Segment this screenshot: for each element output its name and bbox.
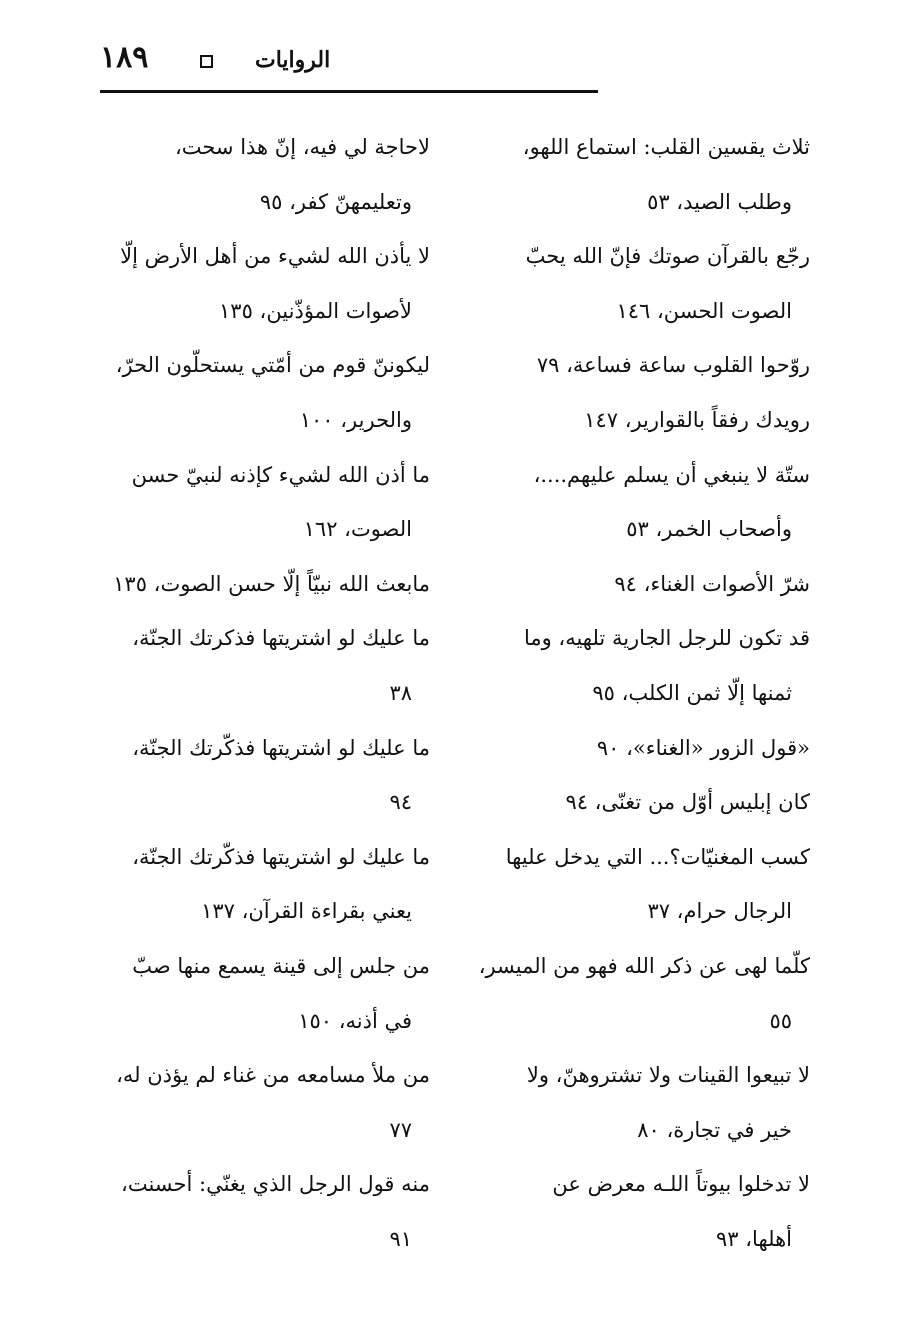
index-entry-line: كلّما لهى عن ذكر الله فهو من الميسر، xyxy=(478,953,810,978)
index-entry-line: رجّع بالقرآن صوتك فإنّ الله يحبّ xyxy=(525,244,810,269)
index-entry-line: شرّ الأصوات الغناء، ٩٤ xyxy=(614,571,810,596)
page-header xyxy=(100,38,600,88)
index-entry-continuation: الصوت الحسن، ١٤٦ xyxy=(616,298,792,323)
index-entry-line: ما عليك لو اشتريتها فذكّرتك الجنّة، xyxy=(132,735,430,760)
index-entry-line: ليكوننّ قوم من أمّتي يستحلّون الحرّ، xyxy=(115,353,430,378)
index-entry-line: ما عليك لو اشتريتها فذكرتك الجنّة، xyxy=(132,626,430,651)
index-entry-line: ثلاث يقسين القلب: استماع اللهو، xyxy=(522,135,810,159)
index-entry-line: كسب المغنيّات؟... التي يدخل عليها xyxy=(505,844,810,869)
index-entry-line: منه قول الرجل الذي يغنّي: أحسنت، xyxy=(121,1172,430,1197)
index-entry-line: لا يأذن الله لشيء من أهل الأرض إلّا xyxy=(120,244,430,269)
index-entry-continuation: ثمنها إلّا ثمن الكلب، ٩٥ xyxy=(592,680,792,705)
header-rule xyxy=(100,90,598,93)
index-entry-continuation: ٧٧ xyxy=(389,1117,412,1142)
index-entry-line: روّحوا القلوب ساعة فساعة، ٧٩ xyxy=(536,353,810,378)
index-entry-continuation: خير في تجارة، ٨٠ xyxy=(637,1117,792,1142)
index-entry-line: ما عليك لو اشتريتها فذكّرتك الجنّة، xyxy=(132,844,430,869)
index-entry-continuation: ٩٤ xyxy=(389,790,412,815)
index-entry-line: ما أذن الله لشيء كإذنه لنبيّ حسن xyxy=(131,462,430,487)
index-entry-continuation: يعني بقراءة القرآن، ١٣٧ xyxy=(201,899,412,924)
index-column-left xyxy=(95,120,430,1266)
page-number: ١٨٩ xyxy=(100,40,149,75)
running-title: الروايات xyxy=(255,47,331,73)
index-entry-line: كان إبليس أوّل من تغنّى، ٩٤ xyxy=(565,790,810,815)
index-entry-line: ستّة لا ينبغي أن يسلم عليهم....، xyxy=(533,462,810,487)
index-entry-line: رويدك رفقاً بالقوارير، ١٤٧ xyxy=(584,407,810,432)
square-bullet-icon xyxy=(200,55,213,68)
index-entry-line: مابعث الله نبيّاً إلّا حسن الصوت، ١٣٥ xyxy=(113,571,430,596)
index-entry-continuation: ٥٥ xyxy=(769,1008,792,1033)
index-entry-line: لا تدخلوا بيوتاً اللـه معرض عن xyxy=(552,1172,810,1197)
index-entry-continuation: ٣٨ xyxy=(389,680,412,705)
index-entry-continuation: والحرير، ١٠٠ xyxy=(299,407,412,432)
index-entry-line: لاحاجة لي فيه، إنّ هذا سحت، xyxy=(174,135,430,159)
index-entry-continuation: وأصحاب الخمر، ٥٣ xyxy=(626,517,792,542)
index-entry-continuation: لأصوات المؤذّنين، ١٣٥ xyxy=(219,298,412,323)
index-entry-continuation: وتعليمهنّ كفر، ٩٥ xyxy=(259,189,412,214)
index-entry-line: من ملأ مسامعه من غناء لم يؤذن له، xyxy=(116,1063,430,1088)
index-entry-continuation: الصوت، ١٦٢ xyxy=(303,517,412,542)
index-entry-line: قد تكون للرجل الجارية تلهيه، وما xyxy=(523,626,810,651)
index-entry-continuation: في أذنه، ١٥٠ xyxy=(298,1008,412,1033)
index-entry-continuation: الرجال حرام، ٣٧ xyxy=(647,899,792,924)
index-entry-continuation: أهلها، ٩٣ xyxy=(716,1226,792,1251)
index-entry-continuation: وطلب الصيد، ٥٣ xyxy=(647,189,792,214)
index-entry-line: «قول الزور «الغناء»، ٩٠ xyxy=(596,735,810,760)
index-entry-continuation: ٩١ xyxy=(389,1226,412,1251)
index-entry-line: لا تبيعوا القينات ولا تشتروهنّ، ولا xyxy=(526,1063,810,1088)
index-entry-line: من جلس إلى قينة يسمع منها صبّ xyxy=(132,953,430,978)
index-column-right xyxy=(455,120,810,1266)
